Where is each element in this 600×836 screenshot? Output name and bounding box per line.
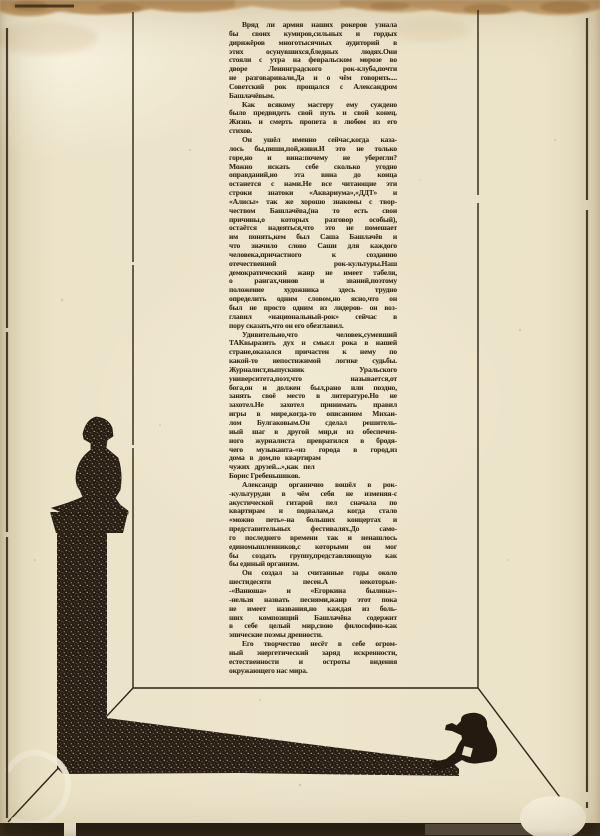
- text-line: квартирам и подвалам,а когда стало: [229, 507, 397, 516]
- text-line: чего музыканта-«из города в город,из: [229, 445, 397, 454]
- text-line: окружающего нас мира.: [229, 666, 308, 675]
- text-line: что значило слово Саши для каждого: [229, 242, 397, 251]
- text-line: Он ушёл именно сейчас,когда каза-: [242, 135, 397, 144]
- text-line: ших композиций Башлачёва содержит: [229, 613, 397, 622]
- paragraph: [229, 481, 397, 569]
- text-line: захотел.Не захотел принимать правил: [229, 401, 397, 410]
- text-line: ТАКвыразить дух и смысл рока в нашей: [229, 339, 397, 348]
- text-line: лось бы,пиши,пой,живи.И это не только: [229, 144, 397, 153]
- text-line: -нельзя назвать песнями,жанр этот пока: [229, 595, 397, 604]
- text-line: естественности и остроты видения: [229, 657, 397, 666]
- text-line: игры в мире,когда-то описанном Михаи-: [229, 410, 397, 419]
- pedestal-block: [50, 512, 128, 533]
- text-line: -культуру,ни в чём себя не изменяя-с: [229, 489, 397, 498]
- text-line: стране,оказался причастен к нему по: [229, 348, 397, 357]
- startled-man-silhouette: [431, 713, 497, 771]
- text-line: бы единый организм.: [229, 560, 299, 569]
- text-line: Его творчество несёт в себе огром-: [242, 640, 397, 649]
- text-line: главил «национальный-рок» сейчас в: [229, 312, 397, 321]
- text-line: остаётся надеяться,что это не помешает: [229, 224, 397, 233]
- text-line: университета,поэт,что называется,от: [229, 374, 397, 383]
- paragraph: [229, 101, 397, 136]
- text-line: дома в дом,по квартирам: [229, 454, 321, 463]
- text-line: «Алисы» так же хорошо знакомы с твор-: [229, 197, 397, 206]
- text-line: Борис Гребеньшиков.: [229, 472, 300, 481]
- text-line: не разговаривали.Да и о чём говорить....: [229, 74, 397, 83]
- text-line: какой-то непостижимой логике судьбы.: [229, 357, 397, 366]
- text-line: шестидесяти песен.А некоторые-: [229, 578, 397, 587]
- text-line: бы своих кумиров,сильных и гордых: [229, 29, 397, 38]
- text-line: стихов.: [229, 127, 253, 136]
- statue-figure: [52, 417, 128, 514]
- text-line: Александр органично вошёл в рок-: [242, 480, 397, 489]
- white-blob-bottom-right: [520, 796, 586, 836]
- text-line: положение художника здесь трудно: [229, 286, 397, 295]
- text-line: причины,о которых разговор особый),: [229, 215, 397, 224]
- paragraph: [229, 136, 397, 331]
- text-line: им понять,кем был Саша Башлачёв и: [229, 233, 397, 242]
- text-line: единомышленников,с которыми он мог: [229, 542, 397, 551]
- text-line: Удивительно,что человек,сумевший: [242, 330, 397, 339]
- text-line: Журналист,выпускник Уральского: [229, 365, 397, 374]
- text-line: дирижёров многотысячных аудиторий в: [229, 38, 397, 47]
- paragraph: [229, 331, 397, 481]
- text-line: представительных фестивалях.До само-: [229, 525, 397, 534]
- text-line: чеством Башлачёва,(на то есть свои: [229, 206, 397, 215]
- article-text: [229, 21, 397, 675]
- text-line: бы создать группу,представляющую как: [229, 551, 397, 560]
- text-line: Можно искать себе сколько угодно: [229, 162, 397, 171]
- text-line: «можно петь»-на больших концертах и: [229, 516, 397, 525]
- text-line: занять своё место в литературе.Но не: [229, 392, 397, 401]
- text-line: акустической гитарой пел сначала по: [229, 498, 397, 507]
- text-line: эпические поэмы древности.: [229, 631, 323, 640]
- text-line: Он создал за считанные годы около: [242, 569, 397, 578]
- text-line: в себе целый мир,свою философию-как: [229, 622, 397, 631]
- text-line: чужих друзей...»,как пел: [229, 463, 315, 472]
- text-line: Как всякому мастеру ему суждено: [242, 100, 397, 109]
- text-line: пору сказать,что он его обезглавил.: [229, 321, 344, 330]
- text-line: останется с нами.Не все читающие эти: [229, 180, 397, 189]
- text-line: оправданий,но эта вина до конца: [229, 171, 397, 180]
- text-line: бога,он и должен был,рано или поздно,: [229, 383, 397, 392]
- text-line: лом Булгаковым.Он сделал решитель-: [229, 418, 397, 427]
- text-line: Вряд ли армия наших рокеров узнала: [242, 21, 397, 29]
- text-line: дворе Ленинградского рок-клуба,почти: [229, 65, 397, 74]
- text-line: ный шаг в другой мир,и из обеспечен-: [229, 427, 397, 436]
- statue-silhouette: [50, 417, 128, 533]
- text-line: Советский рок прощался с Александром: [229, 82, 397, 91]
- text-line: о рангах,чинов и званий,поэтому: [229, 277, 397, 286]
- text-line: этих осунувшихся,бледных людях.Они: [229, 47, 397, 56]
- text-line: было предвидеть свой путь и свой конец.: [229, 109, 397, 118]
- paragraph: [229, 569, 397, 640]
- text-line: стояли с утра на февральском морозе во: [229, 56, 397, 65]
- text-line: человека,причастного к созданию: [229, 250, 397, 259]
- text-line: го последнего времени так и ненашлось: [229, 533, 397, 542]
- text-line: не имеет названия,но каждая из боль-: [229, 604, 397, 613]
- text-line: -«Ванюша» и «Егоркина былина»-: [229, 587, 397, 595]
- man-beard: [455, 721, 462, 728]
- text-line: отечественной рок-культуры.Наш: [229, 259, 397, 268]
- text-line: определить одним словом,но ясно,что он: [229, 295, 397, 304]
- text-line: строки знатоки «Аквариума»,«ДДТ» и: [229, 189, 397, 198]
- text-line: ного журналиста превратился в бродя-: [229, 436, 397, 445]
- paragraph: [229, 21, 397, 101]
- text-line: Жизнь и смерть пропета в любом из его: [229, 118, 397, 127]
- paragraph: [229, 640, 397, 675]
- text-line: горе,но и вина:почему не уберегли?: [229, 153, 397, 162]
- text-line: был не просто одним из лидеров- он воз-: [229, 304, 397, 312]
- bottom-scan-bar: [0, 796, 600, 836]
- text-line: Башлачёвым.: [229, 91, 275, 100]
- text-line: ный энергетический заряд искренности,: [229, 648, 397, 657]
- text-line: демократический жанр не имеет табели,: [229, 268, 397, 277]
